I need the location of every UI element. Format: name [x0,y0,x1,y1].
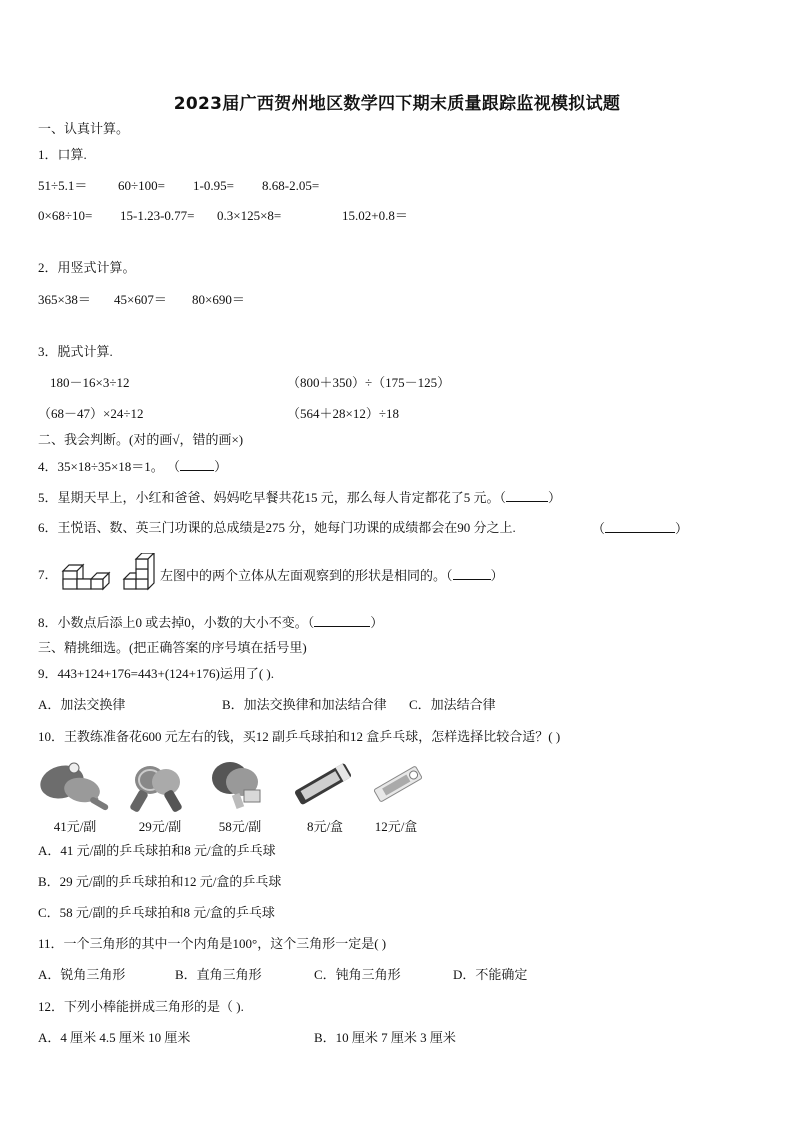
q9-text: 9．443+124+176=443+(124+176)运用了( ). [38,666,274,681]
cube-figures-image [58,553,166,593]
section-heading-2: 二、我会判断。(对的画√，错的画×) [38,432,244,447]
q5-close: ） [548,490,562,505]
q1-item: 1-0.95= [193,178,234,193]
q10-text: 10．王教练准备花600 元左右的钱，买12 副乒乓球拍和12 盒乒乓球，怎样选择比较合适？( ) [38,729,561,744]
q7 [160,567,504,584]
q11-option-d[interactable]: D．不能确定 [453,967,528,982]
q11-text: 11．一个三角形的其中一个内角是100°，这个三角形一定是( ) [38,936,387,951]
q6-text: 6．王悦语、数、英三门功课的总成绩是275 分，她每门功课的成绩都会在90 分之上. [38,520,516,535]
paddle-pair-image [38,758,114,814]
q1-item: 51÷5.1＝ [38,178,88,193]
q1-item: 15-1.23-0.77= [120,208,195,223]
q1-item: 60÷100= [118,178,165,193]
paddle-set-image [208,760,266,810]
answer-blank[interactable] [605,520,675,533]
section-heading-1: 一、认真计算。 [38,121,130,136]
q6-blank-group [592,520,688,537]
price-caption: 12元/盒 [374,819,418,834]
q9-option-a[interactable]: A．加法交换律 [38,697,126,712]
answer-blank[interactable] [180,458,214,471]
q4 [38,458,227,475]
answer-blank[interactable] [506,489,548,502]
q3-item: （68－47）×24÷12 [38,406,144,421]
ball-tube-image [290,760,356,808]
q1-heading: 1．口算. [38,147,87,162]
q6-close: ） [675,521,689,536]
q12-option-b[interactable]: B．10 厘米 7 厘米 3 厘米 [314,1030,456,1045]
q3-item: （800＋350）÷（175－125） [287,375,451,390]
answer-blank[interactable] [314,614,370,627]
q11-option-c[interactable]: C．钝角三角形 [314,967,401,982]
q9-option-b[interactable]: B．加法交换律和加法结合律 [222,697,387,712]
q5-text: 5．星期天早上，小红和爸爸、妈妈吃早餐共花15 元，那么每人肯定都花了5 元。（ [38,490,507,505]
price-caption: 8元/盒 [306,819,344,834]
q11-option-b[interactable]: B．直角三角形 [175,967,262,982]
page-title: 2023届广西贺州地区数学四下期末质量跟踪监视模拟试题 [173,94,621,114]
q8 [38,614,383,631]
price-caption: 29元/副 [138,819,182,834]
ball-box-image [370,760,426,808]
q4-text: 4．35×18÷35×18＝1。 （ [38,459,181,474]
cube-figure-left [63,565,109,589]
q10-option-a[interactable]: A．41 元/副的乒乓球拍和8 元/盒的乒乓球 [38,843,276,858]
q2-item: 80×690＝ [192,292,245,307]
q8-text: 8．小数点后添上0 或去掉0，小数的大小不变。（ [38,615,315,630]
section-heading-3: 三、精挑细选。(把正确答案的序号填在括号里) [38,640,307,655]
q8-close: ） [370,615,384,630]
q12-text: 12．下列小棒能拼成三角形的是（ ). [38,999,244,1014]
cube-figure-right [124,553,154,589]
q3-heading: 3．脱式计算. [38,344,113,359]
q9-option-c[interactable]: C．加法结合律 [409,697,496,712]
q12-option-a[interactable]: A．4 厘米 4.5 厘米 10 厘米 [38,1030,191,1045]
q5 [38,489,561,506]
q10-option-b[interactable]: B．29 元/副的乒乓球拍和12 元/盒的乒乓球 [38,874,282,889]
q7-number: 7． [38,567,58,582]
q4-close: ） [214,459,228,474]
q11-option-a[interactable]: A．锐角三角形 [38,967,126,982]
price-caption: 58元/副 [218,819,262,834]
q2-heading: 2．用竖式计算。 [38,260,136,275]
q3-item: （564＋28×12）÷18 [287,406,399,421]
price-caption: 41元/副 [53,819,97,834]
q1-item: 0.3×125×8= [217,208,282,223]
q3-item: 180－16×3÷12 [50,375,130,390]
q2-item: 365×38＝ [38,292,91,307]
q1-item: 15.02+0.8＝ [342,208,408,223]
answer-blank[interactable] [453,567,491,580]
q1-item: 8.68-2.05= [262,178,320,193]
q7-text: 左图中的两个立体从左面观察到的形状是相同的。（ [160,568,453,583]
q2-item: 45×607＝ [114,292,167,307]
q6-open: （ [592,521,606,536]
q10-option-c[interactable]: C．58 元/副的乒乓球拍和8 元/盒的乒乓球 [38,905,275,920]
paddle-cross-image [128,760,188,814]
q1-item: 0×68÷10= [38,208,93,223]
q7-close: ） [490,568,504,583]
